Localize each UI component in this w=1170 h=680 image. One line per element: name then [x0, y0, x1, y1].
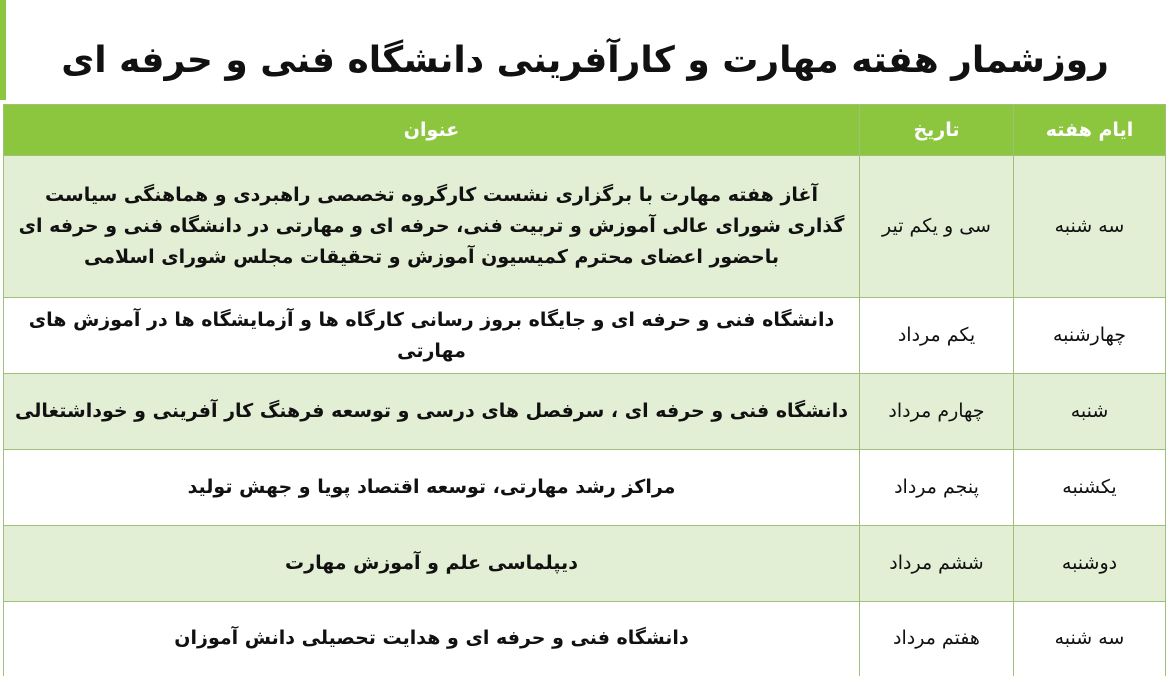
header-day: ایام هفته [1014, 105, 1166, 156]
table-row [4, 156, 1166, 298]
cell-subject: آغاز هفته مهارت با برگزاری نشست کارگروه تخصصی راهبردی و هماهنگی سیاست گذاری شورای عالی آموزش و تربیت فنی، حرفه ای و مهارتی در دانشگاه فنی و حرفه ای باحضور اعضای محترم کمیسیون آموزش و تحقیقات مجلس شورای اسلامی [4, 156, 860, 298]
cell-day: شنبه [1014, 374, 1166, 450]
table-row [4, 526, 1166, 602]
cell-date: هفتم مرداد [860, 602, 1014, 676]
table-row [4, 374, 1166, 450]
header-row [4, 105, 1166, 156]
title-band [0, 0, 1170, 104]
accent-stripe [0, 0, 6, 100]
cell-date: یکم مرداد [860, 298, 1014, 374]
cell-date: ششم مرداد [860, 526, 1014, 602]
cell-subject: دیپلماسی علم و آموزش مهارت [4, 526, 860, 602]
page-title: روزشمار هفته مهارت و کارآفرینی دانشگاه فنی و حرفه ای [61, 40, 1109, 81]
table-body [4, 156, 1166, 676]
cell-date: چهارم مرداد [860, 374, 1014, 450]
header-date: تاریخ [860, 105, 1014, 156]
table-row [4, 298, 1166, 374]
cell-day: دوشنبه [1014, 526, 1166, 602]
cell-subject: مراکز رشد مهارتی، توسعه اقتصاد پویا و جهش تولید [4, 450, 860, 526]
cell-subject: دانشگاه فنی و حرفه ای ، سرفصل های درسی و توسعه فرهنگ کار آفرینی و خوداشتغالی [4, 374, 860, 450]
cell-subject: دانشگاه فنی و حرفه ای و هدایت تحصیلی دانش آموزان [4, 602, 860, 676]
table-row [4, 450, 1166, 526]
cell-day: سه شنبه [1014, 156, 1166, 298]
header-subject: عنوان [4, 105, 860, 156]
cell-day: یکشنبه [1014, 450, 1166, 526]
cell-day: چهارشنبه [1014, 298, 1166, 374]
table-row [4, 602, 1166, 676]
schedule-table [3, 104, 1166, 676]
cell-subject: دانشگاه فنی و حرفه ای و جایگاه بروز رسانی کارگاه ها و آزمایشگاه ها در آموزش های مهارتی [4, 298, 860, 374]
cell-date: پنجم مرداد [860, 450, 1014, 526]
cell-date: سی و یکم تیر [860, 156, 1014, 298]
table-header [4, 105, 1166, 156]
cell-day: سه شنبه [1014, 602, 1166, 676]
